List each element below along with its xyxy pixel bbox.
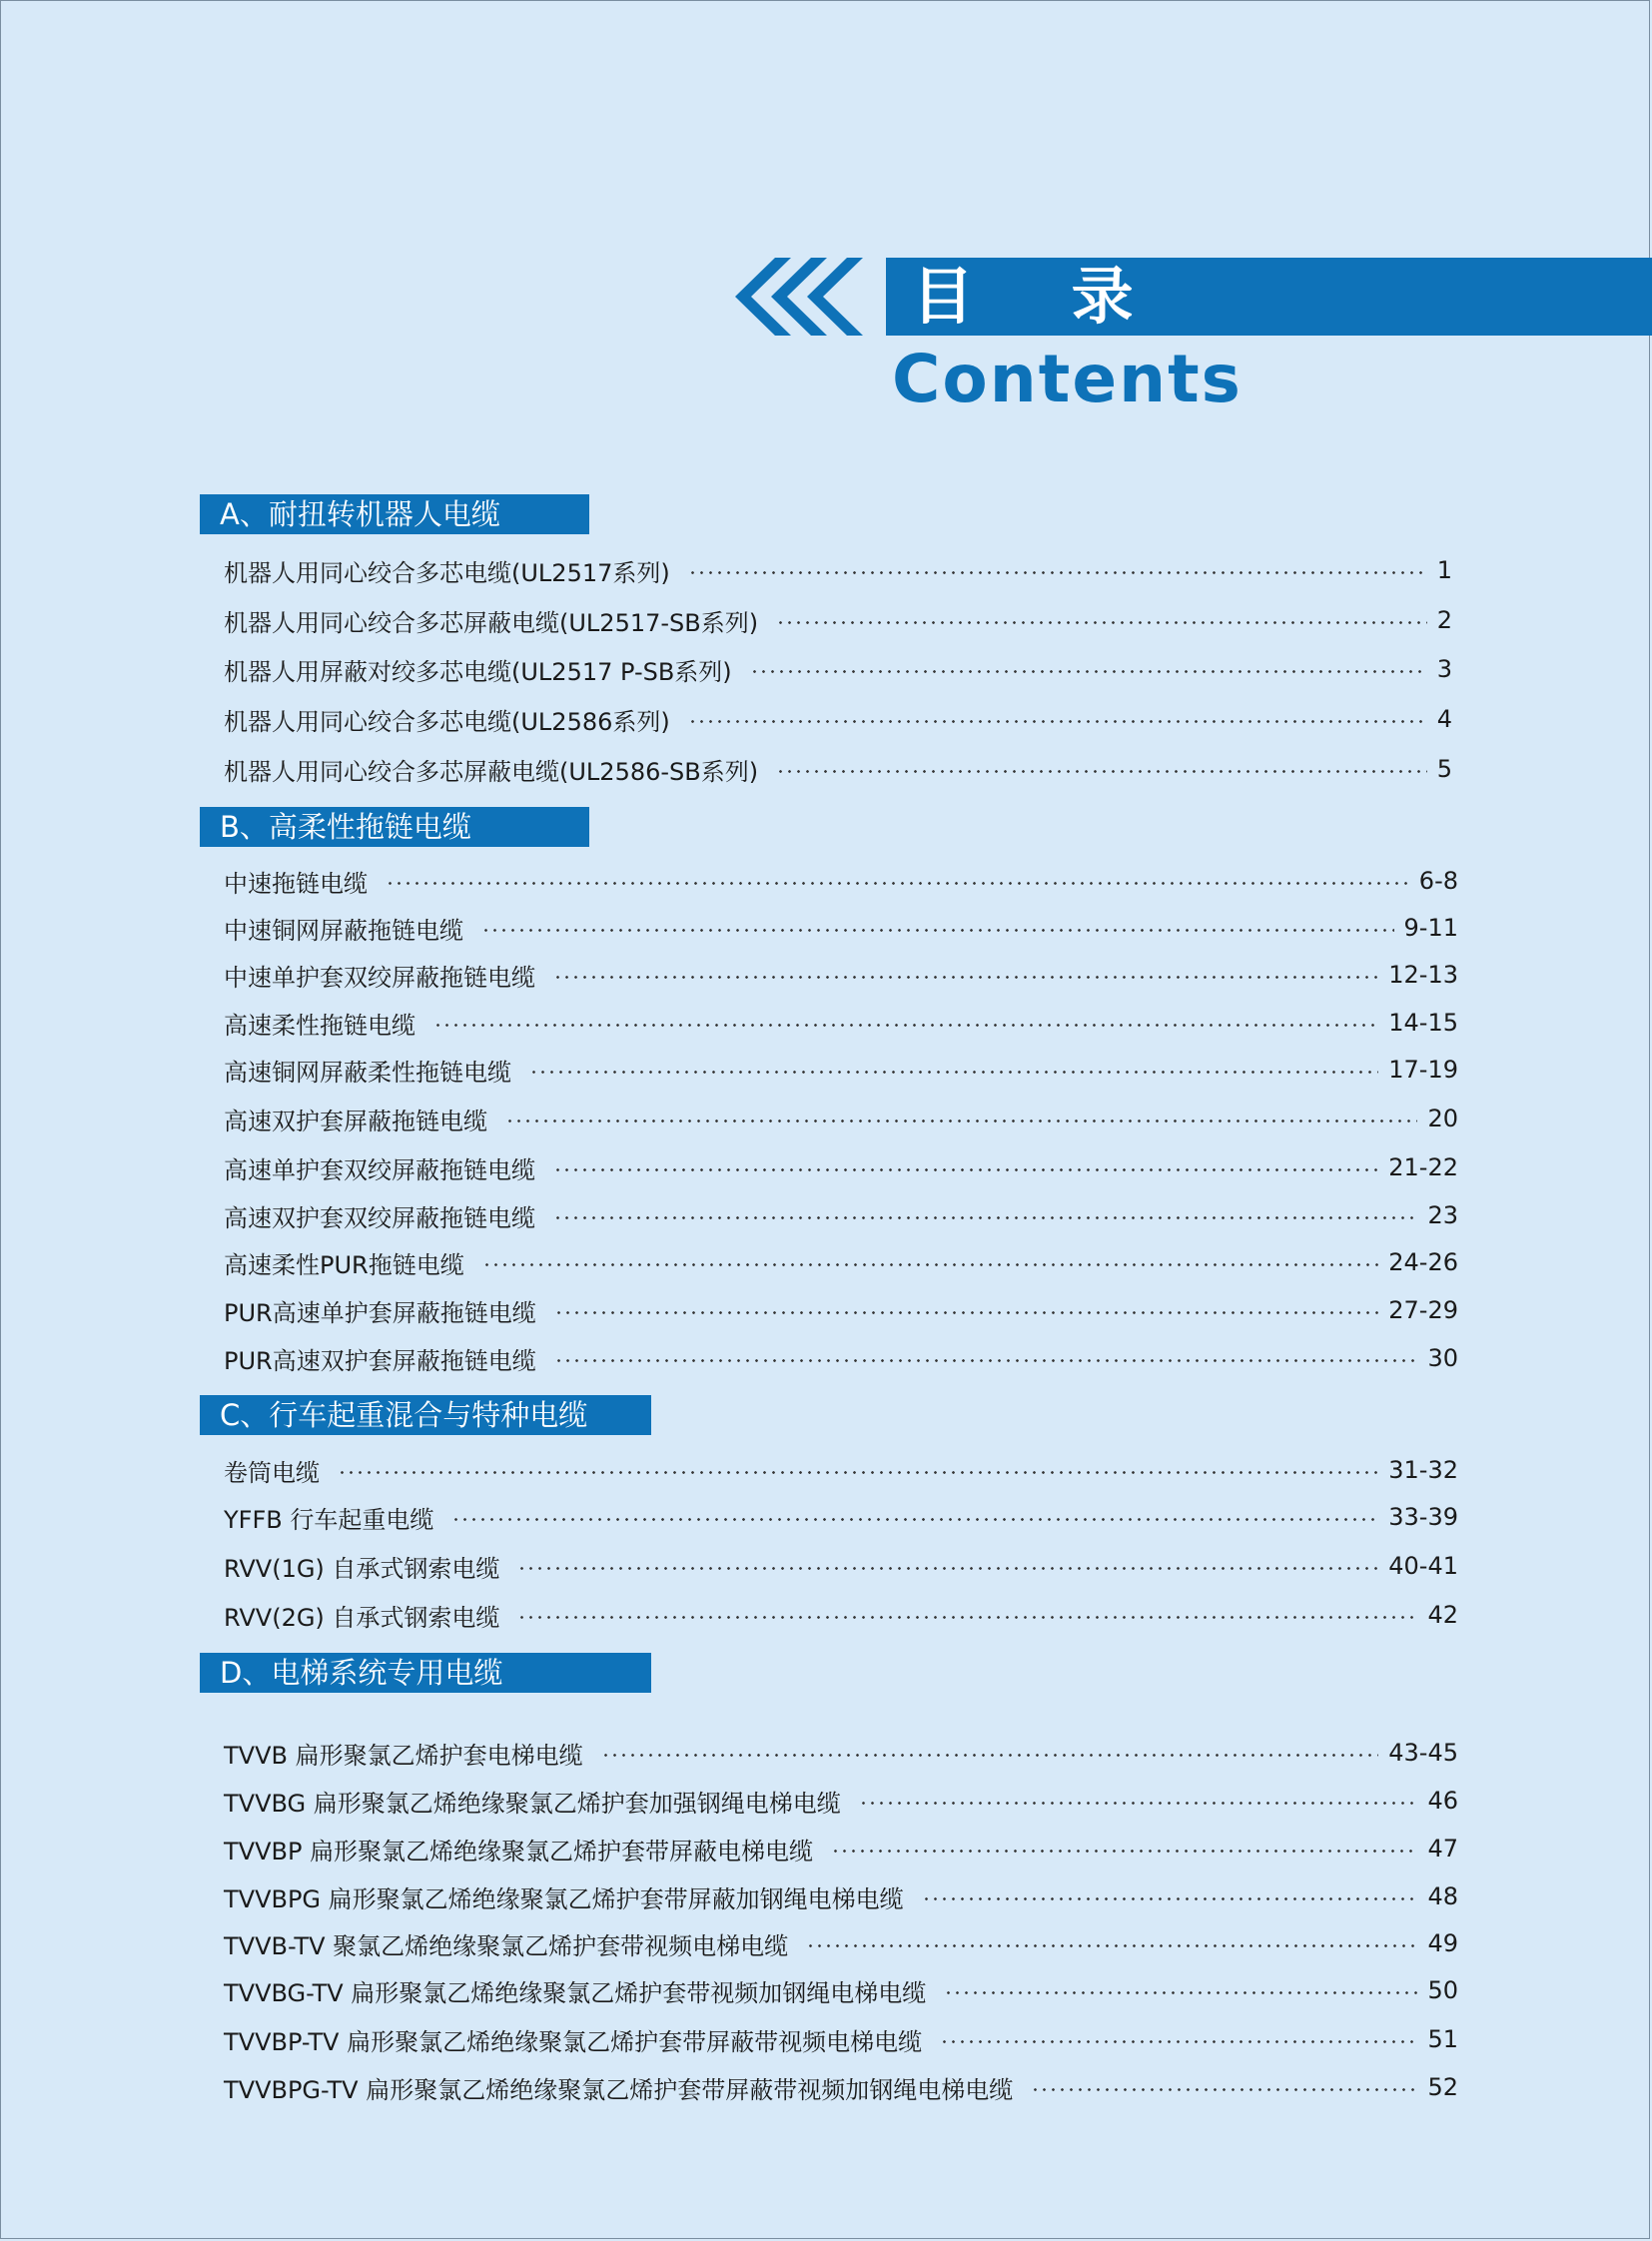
toc-entry-title: RVV(2G) 自承式钢索电缆	[224, 1603, 500, 1632]
dot-leader	[750, 670, 1427, 673]
toc-entry-title: 高速双护套双绞屏蔽拖链电缆	[224, 1203, 535, 1232]
toc-entry-title: 高速铜网屏蔽柔性拖链电缆	[224, 1058, 511, 1087]
section-heading: B、高柔性拖链电缆	[200, 807, 589, 847]
toc-entry[interactable]	[224, 1546, 1458, 1586]
dot-leader	[517, 1567, 1378, 1570]
toc-entry[interactable]	[224, 1099, 1458, 1138]
toc-entry-page: 48	[1427, 1882, 1458, 1910]
toc-entry[interactable]	[224, 1003, 1458, 1043]
toc-entry-title: 中速单护套双绞屏蔽拖链电缆	[224, 963, 535, 992]
page-title-english: Contents	[892, 341, 1242, 417]
toc-entry[interactable]	[224, 908, 1458, 948]
dot-leader	[688, 571, 1427, 574]
toc-entry-title: 高速单护套双绞屏蔽拖链电缆	[224, 1155, 535, 1184]
dot-leader	[481, 929, 1394, 932]
toc-entry-page: 42	[1427, 1601, 1458, 1629]
toc-entry[interactable]	[224, 699, 1452, 739]
dot-leader	[505, 1120, 1417, 1122]
toc-entry-page: 50	[1427, 1976, 1458, 2004]
title-bar	[886, 258, 1652, 336]
toc-entry-title: TVVBP-TV 扁形聚氯乙烯绝缘聚氯乙烯护套带屏蔽带视频电梯电缆	[224, 2027, 923, 2056]
dot-leader	[688, 720, 1427, 723]
dot-leader	[1031, 2088, 1417, 2091]
toc-entry-page: 33-39	[1388, 1503, 1458, 1531]
toc-entry-title: 机器人用同心绞合多芯屏蔽电缆(UL2586-SB系列)	[224, 757, 759, 786]
toc-entry-page: 47	[1427, 1835, 1458, 1863]
toc-entry-page: 5	[1436, 755, 1452, 783]
toc-entry-page: 23	[1427, 1201, 1458, 1229]
dot-leader	[776, 621, 1427, 624]
toc-entry-page: 43-45	[1388, 1739, 1458, 1767]
toc-entry[interactable]	[224, 600, 1452, 640]
dot-leader	[554, 1359, 1418, 1362]
section-heading: C、行车起重混合与特种电缆	[200, 1395, 651, 1435]
dot-leader	[517, 1616, 1417, 1619]
toc-entry-title: TVVBPG 扁形聚氯乙烯绝缘聚氯乙烯护套带屏蔽加钢绳电梯电缆	[224, 1884, 904, 1913]
toc-entry-title: 高速柔性PUR拖链电缆	[224, 1250, 464, 1279]
toc-entry[interactable]	[224, 2019, 1458, 2059]
toc-entry-title: TVVB-TV 聚氯乙烯绝缘聚氯乙烯护套带视频电梯电缆	[224, 1931, 789, 1960]
toc-entry-title: TVVBG 扁形聚氯乙烯绝缘聚氯乙烯护套加强钢绳电梯电缆	[224, 1789, 841, 1818]
toc-entry-title: TVVB 扁形聚氯乙烯护套电梯电缆	[224, 1741, 583, 1770]
toc-entry-title: PUR高速双护套屏蔽拖链电缆	[224, 1346, 536, 1375]
toc-entry[interactable]	[224, 1242, 1458, 1282]
toc-entry-title: RVV(1G) 自承式钢索电缆	[224, 1554, 500, 1583]
toc-entry-title: TVVBP 扁形聚氯乙烯绝缘聚氯乙烯护套带屏蔽电梯电缆	[224, 1837, 814, 1866]
toc-entry-page: 24-26	[1388, 1248, 1458, 1276]
toc-entry-title: TVVBPG-TV 扁形聚氯乙烯绝缘聚氯乙烯护套带屏蔽带视频加钢绳电梯电缆	[224, 2075, 1014, 2104]
toc-entry-title: 机器人用同心绞合多芯屏蔽电缆(UL2517-SB系列)	[224, 608, 759, 637]
toc-entry[interactable]	[224, 1290, 1458, 1330]
dot-leader	[529, 1071, 1378, 1074]
section-heading: D、电梯系统专用电缆	[200, 1653, 651, 1693]
toc-entry[interactable]	[224, 1923, 1458, 1963]
toc-entry-page: 52	[1427, 2073, 1458, 2101]
toc-entry[interactable]	[224, 1497, 1458, 1537]
toc-entry-title: 卷筒电缆	[224, 1458, 320, 1487]
toc-entry[interactable]	[224, 1147, 1458, 1187]
page-title: 目 录	[912, 260, 1172, 333]
toc-entry-page: 14-15	[1388, 1009, 1458, 1037]
toc-entry-title: 高速双护套屏蔽拖链电缆	[224, 1107, 487, 1135]
toc-entry-page: 40-41	[1388, 1552, 1458, 1580]
toc-entry-page: 51	[1427, 2025, 1458, 2053]
toc-entry[interactable]	[224, 649, 1452, 689]
toc-entry-title: 高速柔性拖链电缆	[224, 1011, 415, 1040]
triple-chevron-left-icon	[733, 258, 865, 336]
toc-entry-title: 中速拖链电缆	[224, 869, 368, 898]
dot-leader	[451, 1518, 1378, 1521]
toc-entry-page: 4	[1436, 705, 1452, 733]
dot-leader	[776, 770, 1427, 773]
toc-entry-page: 2	[1436, 606, 1452, 634]
toc-entry[interactable]	[224, 2067, 1458, 2107]
toc-entry-title: TVVBG-TV 扁形聚氯乙烯绝缘聚氯乙烯护套带视频加钢绳电梯电缆	[224, 1978, 927, 2007]
dot-leader	[806, 1944, 1417, 1947]
toc-entry[interactable]	[224, 1733, 1458, 1773]
toc-entry-title: 中速铜网屏蔽拖链电缆	[224, 916, 463, 945]
toc-entry[interactable]	[224, 955, 1458, 995]
toc-entry-page: 27-29	[1388, 1296, 1458, 1324]
section-heading: A、耐扭转机器人电缆	[200, 494, 589, 534]
dot-leader	[940, 2040, 1417, 2043]
toc-entry-title: YFFB 行车起重电缆	[224, 1505, 434, 1534]
toc-section-b	[200, 807, 1458, 1376]
dot-leader	[553, 1168, 1378, 1171]
dot-leader	[553, 1216, 1417, 1219]
toc-entry[interactable]	[224, 1829, 1458, 1868]
toc-entry[interactable]	[224, 749, 1452, 789]
toc-entry[interactable]	[224, 861, 1458, 901]
toc-section-d	[200, 1653, 1458, 2104]
toc-entry-page: 46	[1427, 1787, 1458, 1815]
dot-leader	[482, 1263, 1379, 1266]
toc-entry-title: 机器人用同心绞合多芯电缆(UL2586系列)	[224, 707, 670, 736]
dot-leader	[554, 1311, 1379, 1314]
toc-entry-page: 21-22	[1388, 1153, 1458, 1181]
toc-entry[interactable]	[224, 1595, 1458, 1635]
dot-leader	[338, 1471, 1378, 1474]
dot-leader	[831, 1850, 1417, 1853]
dot-leader	[553, 976, 1378, 979]
toc-entry[interactable]	[224, 1876, 1458, 1916]
toc-entry-title: 机器人用同心绞合多芯电缆(UL2517系列)	[224, 558, 670, 587]
toc-entry[interactable]	[224, 1781, 1458, 1821]
dot-leader	[601, 1754, 1379, 1757]
toc-entry-title: 机器人用屏蔽对绞多芯电缆(UL2517 P-SB系列)	[224, 657, 732, 686]
toc-entry-page: 3	[1436, 655, 1452, 683]
toc-entry-page: 20	[1427, 1105, 1458, 1132]
dot-leader	[433, 1024, 1378, 1027]
toc-entry[interactable]	[224, 1195, 1458, 1235]
toc-entry[interactable]	[224, 550, 1452, 590]
toc-entry-page: 1	[1436, 556, 1452, 584]
dot-leader	[859, 1802, 1418, 1805]
toc-entry[interactable]	[224, 1970, 1458, 2010]
toc-entry-page: 6-8	[1418, 867, 1458, 895]
dot-leader	[922, 1897, 1418, 1900]
dot-leader	[944, 1991, 1417, 1994]
toc-entry-page: 9-11	[1403, 914, 1458, 942]
toc-entry-page: 49	[1427, 1929, 1458, 1957]
toc-section-a	[200, 494, 1458, 794]
toc-entry[interactable]	[224, 1050, 1458, 1090]
toc-entry-page: 31-32	[1388, 1456, 1458, 1484]
toc-entry-page: 30	[1427, 1344, 1458, 1372]
toc-entry-title: PUR高速单护套屏蔽拖链电缆	[224, 1298, 536, 1327]
toc-section-c	[200, 1395, 1458, 1635]
toc-entry-page: 12-13	[1388, 961, 1458, 989]
toc-entry[interactable]	[224, 1450, 1458, 1490]
dot-leader	[386, 882, 1409, 885]
toc-entry[interactable]	[224, 1338, 1458, 1378]
toc-entry-page: 17-19	[1388, 1056, 1458, 1084]
